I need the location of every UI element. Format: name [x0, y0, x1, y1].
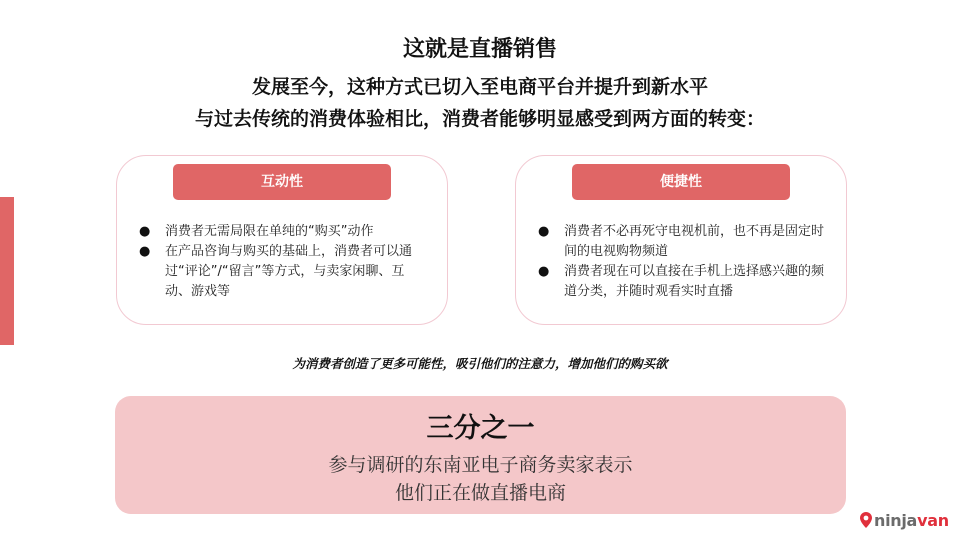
bullet-icon: ● — [139, 224, 151, 239]
list-item-text: 消费者不必再死守电视机前，也不再是固定时间的电视购物频道 — [564, 224, 825, 259]
list-item-text: 在产品咨询与购买的基础上，消费者可以通过“评论”/“留言”等方式，与卖家闲聊、互动、游戏等 — [165, 244, 413, 299]
stat-callout — [115, 396, 846, 514]
summary-caption: 为消费者创造了更多可能性，吸引他们的注意力，增加他们的购买欲 — [292, 356, 668, 371]
ninjavan-logo — [860, 509, 949, 531]
list-item — [139, 242, 429, 302]
stat-description-line-2: 他们正在做直播电商 — [394, 482, 566, 504]
interactivity-card — [116, 155, 448, 325]
convenience-card — [515, 155, 847, 325]
slide-subtitle-line-1: 发展至今，这种方式已切入至电商平台并提升到新水平 — [251, 76, 708, 98]
slide-title: 这就是直播销售 — [402, 37, 557, 62]
left-accent-bar — [0, 197, 14, 345]
stat-description-line-1: 参与调研的东南亚电子商务卖家表示 — [328, 454, 633, 476]
list-item — [538, 262, 828, 302]
interactivity-card-header: 互动性 — [173, 164, 391, 200]
convenience-card-header: 便捷性 — [572, 164, 790, 200]
bullet-icon: ● — [139, 244, 151, 259]
list-item — [139, 222, 429, 242]
logo-wordmark-part-1: ninja — [874, 510, 918, 530]
list-item — [538, 222, 828, 262]
logo-wordmark-part-2: van — [917, 510, 949, 530]
stat-headline: 三分之一 — [426, 413, 535, 444]
convenience-bullet-list — [538, 222, 828, 302]
bullet-icon: ● — [538, 224, 550, 239]
logo-wordmark — [874, 511, 949, 530]
bullet-icon: ● — [538, 264, 550, 279]
slide-subtitle-line-2: 与过去传统的消费体验相比，消费者能够明显感受到两方面的转变： — [194, 108, 765, 130]
interactivity-bullet-list — [139, 222, 429, 302]
list-item-text: 消费者现在可以直接在手机上选择感兴趣的频道分类，并随时观看实时直播 — [564, 264, 825, 299]
list-item-text: 消费者无需局限在单纯的“购买”动作 — [165, 224, 374, 239]
map-pin-icon — [860, 512, 872, 528]
